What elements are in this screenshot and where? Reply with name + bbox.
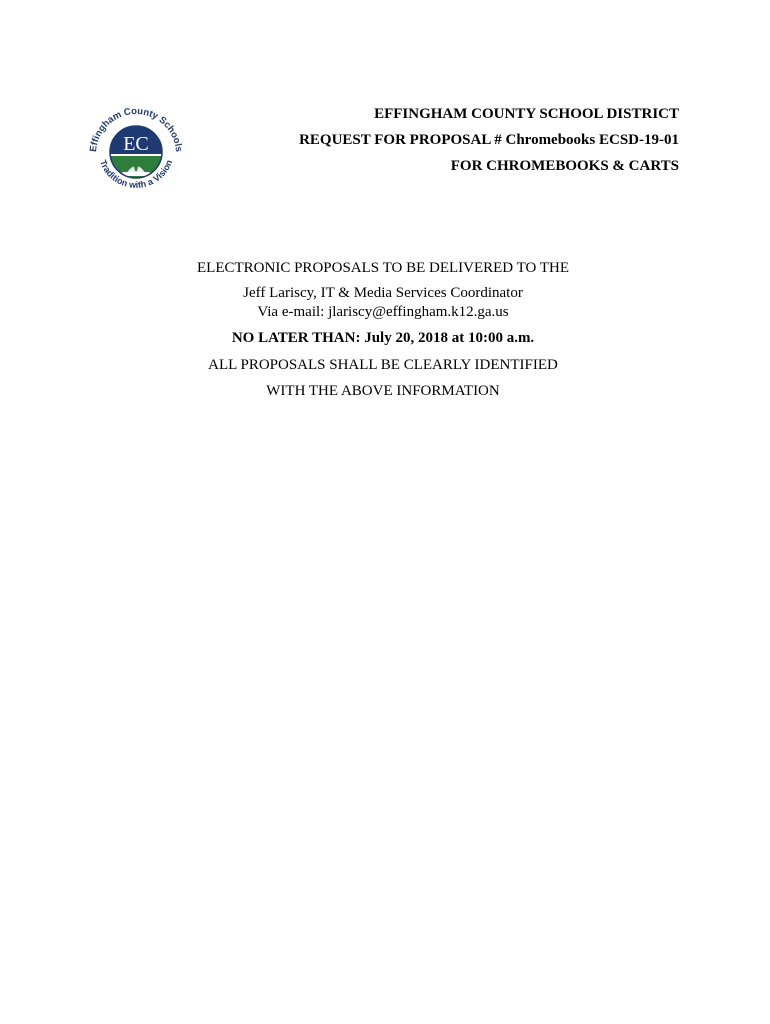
submission-instructions [150,258,616,404]
contact-name-title: Jeff Lariscy, IT & Media Services Coordinator [243,285,523,301]
rfp-number: REQUEST FOR PROPOSAL # Chromebooks ECSD-19-01 [299,132,679,148]
logo-ring-text-top: Effingham County Schools [87,105,184,153]
logo-ring-text-bottom: Tradition with a Vision [97,158,175,190]
contact-email: Via e-mail: jlariscy@effingham.k12.ga.us [257,304,509,320]
district-logo [82,102,190,202]
rfp-subject: FOR CHROMEBOOKS & CARTS [450,158,679,174]
identification-note-line2: WITH THE ABOVE INFORMATION [266,383,500,399]
delivery-heading: ELECTRONIC PROPOSALS TO BE DELIVERED TO THE [197,260,569,276]
identification-note-line1: ALL PROPOSALS SHALL BE CLEARLY IDENTIFIED [208,357,558,373]
logo-monogram: EC [123,133,149,155]
submission-deadline: NO LATER THAN: July 20, 2018 at 10:00 a.m. [231,330,535,346]
document-header [299,101,679,179]
district-name: EFFINGHAM COUNTY SCHOOL DISTRICT [374,106,679,122]
